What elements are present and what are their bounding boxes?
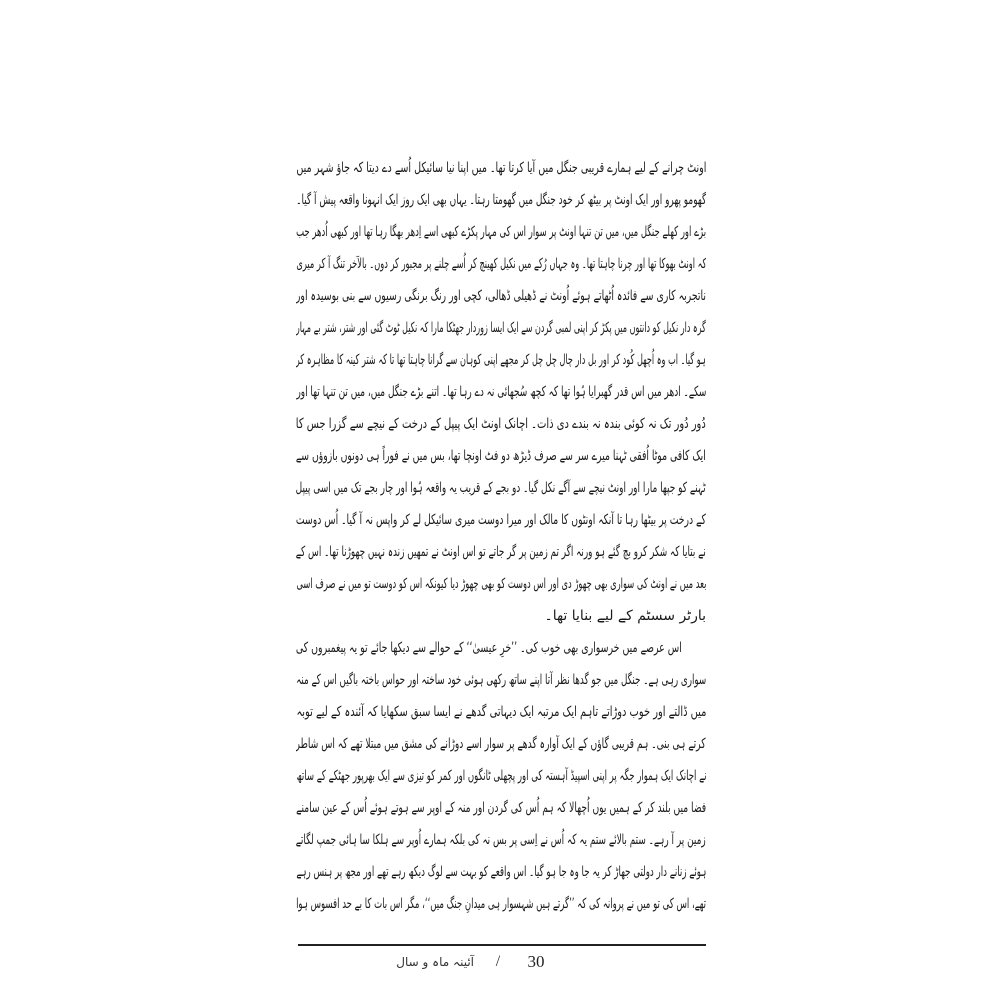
text-line-content: سکے۔ ادھر میں اس قدر گھبرایا ہُوا تھا کہ کچھ سُجھائی نہ دے رہا تھا۔ اتنے بڑے جنگل میں، میں تن تنہا تھا اور [296, 384, 706, 400]
text-line [296, 152, 706, 184]
text-line [296, 408, 706, 440]
text-line-content: کہ اونٹ بھوکا تھا اور چرنا چاہتا تھا۔ وہ جہاں رُکے میں نکیل کھینچ کر اُسے چلنے پر مجبور کر دوں۔ بالآخر تنگ آ کر میری [296, 256, 706, 272]
text-line-content: بارٹر سسٹم کے لیے بنایا تھا۔ [544, 608, 706, 624]
footer-separator: / [495, 953, 501, 970]
text-line [296, 632, 706, 664]
text-line-content: ٹہنے کو جپھا مارا اور اونٹ نیچے سے آگے نکل گیا۔ دو بجے کے قریب یہ واقعہ ہُوا اور چار بجے تک میں اسی پیپل [296, 480, 706, 496]
text-line-content: تھے، اس کی تو میں نے پروانہ کی کہ ’’گرتے ہیں شہسوار ہی میدانِ جنگ میں‘‘، مگر اس بات کا بے حد افسوس ہوا [296, 896, 706, 912]
text-line [296, 792, 706, 824]
text-line [296, 216, 706, 248]
text-line-content: نے اچانک ایک ہموار جگہ پر اپنی اسپیڈ آہستہ کی اور پچھلی ٹانگوں اور کمر کو تیزی سے ایک بھرپور جھٹکے کے ساتھ [296, 768, 706, 784]
text-line [296, 184, 706, 216]
text-line-content: ہو گیا۔ اب وہ اُچھل کُود کر اور بل دار چال چل چل کر مجھے اپنی کوہان سے گرانا چاہتا تھا تا کہ شتر کینہ کا مظاہرہ کر [296, 352, 706, 368]
text-line-content: اونٹ چرانے کے لیے ہمارے قریبی جنگل میں آیا کرتا تھا۔ میں اپنا نیا سائیکل اُسے دے دیتا کہ جاؤ شہر میں [296, 160, 706, 176]
text-line [296, 312, 706, 344]
page-number: 30 [527, 952, 545, 971]
text-line [296, 504, 706, 536]
text-line [296, 824, 706, 856]
text-line-content: دُور دُور تک نہ کوئی بندہ نہ بندے دی ذات۔ اچانک اونٹ ایک پیپل کے درخت کے نیچے سے گزرا جس کا [296, 416, 706, 432]
text-line [296, 664, 706, 696]
text-line [296, 600, 706, 632]
text-line-content: کرتے ہی بنی۔ ہم قریبی گاؤں کے ایک آوارہ گدھے پر سوار اسے دوڑانے کی مشق میں مبتلا تھے کہ اس شاطر [296, 736, 706, 752]
text-line [296, 376, 706, 408]
text-line-content: بڑے اور کھلے جنگل میں، میں تن تنہا اونٹ پر سوار اس کی مہار پکڑے کبھی اسے اِدھر بھگا رہا تھا اور کبھی اُدھر جب [296, 224, 706, 240]
text-line [296, 280, 706, 312]
text-line [296, 536, 706, 568]
footer-rule [298, 944, 706, 946]
text-line [296, 248, 706, 280]
text-line [296, 440, 706, 472]
text-line [296, 568, 706, 600]
text-line-content: کے درخت پر بیٹھا رہا تا آنکہ اونٹوں کا مالک اور میرا دوست میری سائیکل لے کر واپس نہ آ گیا۔ اُس دوست [296, 512, 706, 528]
text-line-content: گرہ دار نکیل کو دانتوں میں پکڑ کر اپنی لمبی گردن سے ایک ایسا زوردار جھٹکا مارا کہ نکیل ٹوٹ گئی اور شتر، شتر بے مہار [296, 320, 706, 336]
text-line-content: اس عرصے میں خرسواری بھی خوب کی۔ ’’خرِ عیسیٰ‘‘ کے حوالے سے دیکھا جائے تو یہ پیغمبروں کی [296, 640, 682, 656]
text-line-content: نے بتایا کہ شکر کرو بچ گئے ہو ورنہ اگر تم زمین پر گر جاتے تو اس اونٹ نے تمھیں زندہ نہیں چھوڑنا تھا۔ اس کے [296, 544, 706, 560]
text-line-content: ایک کافی موٹا اُفقی ٹہنا میرے سر سے صرف ڈیڑھ دو فٹ اونچا تھا، بس میں نے فوراً ہی دونوں بازوؤں سے [296, 448, 706, 464]
text-line [296, 728, 706, 760]
paragraph [296, 152, 706, 632]
body-text [296, 152, 706, 920]
text-line-content: فضا میں بلند کر کے ہمیں یوں اُچھالا کہ ہم اُس کی گردن اور منہ کے اوپر سے ہوتے ہوئے اُس کے عین سامنے [296, 800, 706, 816]
text-line [296, 856, 706, 888]
text-line-content: بعد میں نے اونٹ کی سواری بھی چھوڑ دی اور اس دوست کو بھی چھوڑ دیا کیونکہ اس کو دوست تو میں نے صرف اسی [296, 576, 706, 592]
paragraph [296, 632, 706, 920]
text-line [296, 760, 706, 792]
text-line-content: گھومو پھرو اور ایک اونٹ پر بیٹھ کر خود جنگل میں گھومتا رہتا۔ یہاں بھی ایک روز ایک انہونا واقعہ پیش آ گیا۔ [296, 192, 706, 208]
book-title: آئینہ ماہ و سال [396, 955, 474, 969]
text-line-content: میں ڈالتے اور خوب دوڑاتے تاہم ایک مرتبہ ایک دیہاتی گدھے نے ایسا سبق سکھایا کہ آئندہ کے لیے توبہ [296, 704, 706, 720]
text-line [296, 888, 706, 920]
text-line [296, 696, 706, 728]
text-line-content: سواری رہی ہے۔ جنگل میں جو گدھا نظر آتا اپنے ساتھ رکھی ہوئی خود ساختہ اور حواس باختہ باگیں اس کے منہ [296, 672, 706, 688]
text-line-content: زمین پر آ رہے۔ ستم بالائے ستم یہ کہ اُس نے اِسی پر بس نہ کی بلکہ ہمارے اُوپر سے ہلکا سا ہائی جمپ لگاتے [296, 832, 706, 848]
text-line-content: ناتجربہ کاری سے فائدہ اُٹھاتے ہوئے اُونٹ نے ڈھیلی ڈھالی، کچی اور رنگ برنگی رسیوں سے بنی بوسیدہ اور [296, 288, 706, 304]
text-line [296, 472, 706, 504]
text-line [296, 344, 706, 376]
text-line-content: ہوئے زنانے دار دولتی جھاڑ کر یہ جا وہ جا ہو گیا۔ اس واقعے کو بہت سے لوگ دیکھ رہے تھے اور مجھ پر ہنس رہے [296, 864, 706, 880]
